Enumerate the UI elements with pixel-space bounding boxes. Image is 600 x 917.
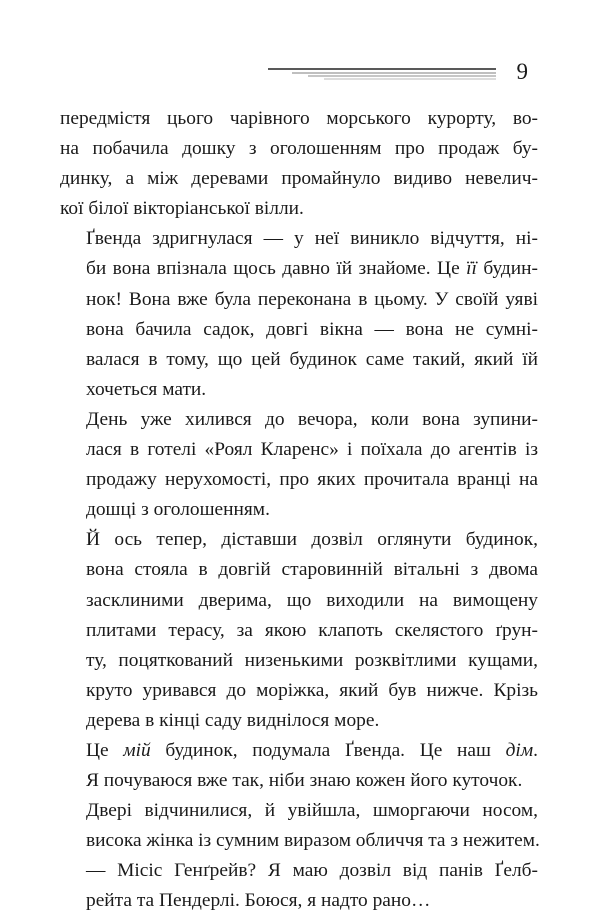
text-line: передмістя цього чарівного морського курорту, во- [60, 108, 538, 129]
text-line: висока жінка із сумним виразом обличчя та з нежитем. [86, 830, 540, 852]
text-line: дерева в кінці саду виднілося море. [86, 709, 380, 731]
text-line: Я почуваюся вже так, ніби знаю кожен його куточок. [86, 770, 523, 792]
italic-word: дім [505, 739, 534, 761]
text-line: круто уривався до моріжка, який був нижче. Крізь [86, 679, 538, 701]
italic-word: її [466, 258, 477, 280]
text-line: Й ось тепер, діставши дозвіл оглянути будинок, [86, 529, 538, 551]
text-line: Це мій будинок, подумала Ґвенда. Це наш дім. [86, 739, 538, 761]
running-header [268, 58, 530, 88]
text-line: Двері відчинилися, й увійшла, шморгаючи носом, [86, 800, 538, 822]
italic-word: мій [123, 739, 151, 761]
decorative-rule [268, 67, 496, 81]
paragraph [60, 796, 538, 856]
text-line: хочеться мати. [86, 378, 207, 400]
text-line: дошці з оголошенням. [86, 499, 270, 521]
text-line: ту, поцяткований низенькими розквітлими кущами, [86, 649, 538, 671]
page-number: 9 [516, 59, 528, 84]
paragraph [60, 525, 538, 736]
text-line: кої білої вікторіанської вілли. [60, 198, 304, 220]
text-line: — Місіс Генґрейв? Я маю дозвіл від панів Ґелб- [86, 860, 538, 882]
text-line: би вона впізнала щось давно їй знайоме. Це її будин- [86, 258, 538, 280]
paragraph [60, 736, 538, 796]
text-line: на побачила дошку з оголошенням про продаж бу- [60, 138, 538, 160]
text-line: динку, а між деревами промайнуло видиво невелич- [60, 168, 538, 190]
paragraph [60, 224, 538, 405]
text-line: нок! Вона вже була переконана в цьому. У своїй уяві [86, 288, 538, 310]
text-line: продажу нерухомості, про яких прочитала вранці на [86, 469, 538, 491]
text-line: рейта та Пендерлі. Боюся, я надто рано… [86, 890, 431, 912]
text-line: засклиними дверима, що виходили на вимощену [86, 589, 538, 611]
paragraph [60, 104, 538, 224]
text-line: вона бачила садок, довгі вікна — вона не сумні- [86, 318, 538, 340]
text-line: Ґвенда здригнулася — у неї виникло відчуття, ні- [86, 228, 538, 250]
paragraph [60, 405, 538, 525]
text-line: валася в тому, що цей будинок саме такий, який їй [86, 348, 538, 370]
body-text [60, 104, 538, 917]
text-line: вона стояла в довгій старовинній вітальні з двома [86, 559, 538, 581]
paragraph [60, 856, 538, 916]
text-line: плитами терасу, за якою клапоть скелястого ґрун- [86, 619, 538, 641]
text-line: День уже хилився до вечора, коли вона зупини- [86, 408, 538, 430]
text-line: лася в готелі «Роял Кларенс» і поїхала до агентів із [86, 439, 538, 461]
